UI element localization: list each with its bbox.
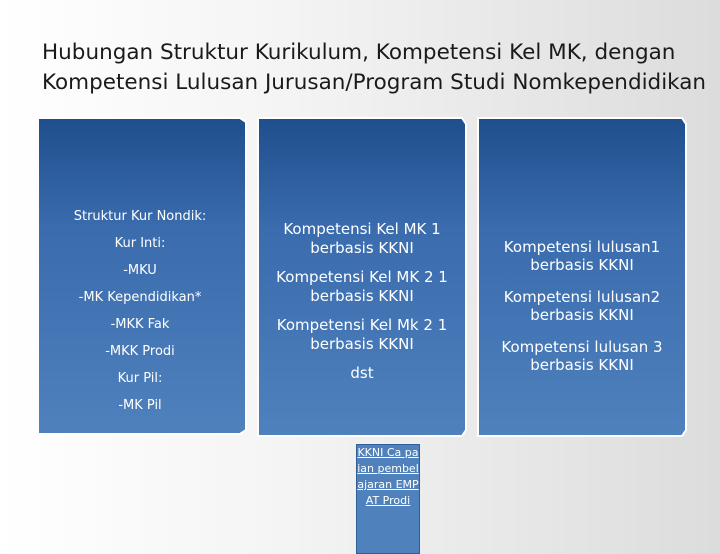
column-course-group-competency bbox=[262, 220, 462, 393]
col1-item-2: -MKU bbox=[123, 263, 157, 278]
col3-item-1: Kompetensi lulusan2 berbasis KKNI bbox=[503, 288, 661, 324]
col2-item-0: Kompetensi Kel MK 1 berbasis KKNI bbox=[283, 220, 441, 257]
col1-item-5: -MKK Prodi bbox=[105, 344, 175, 359]
col1-item-1: Kur Inti: bbox=[114, 236, 166, 251]
column-graduate-competency bbox=[482, 238, 682, 388]
col2-item-2: Kompetensi Kel Mk 2 1 berbasis KKNI bbox=[276, 316, 448, 353]
col1-item-0: Struktur Kur Nondik: bbox=[73, 209, 207, 224]
col2-item-1: Kompetensi Kel MK 2 1 berbasis KKNI bbox=[276, 268, 448, 305]
column-curriculum-structure bbox=[40, 203, 240, 419]
col2-item-3: dst bbox=[350, 364, 374, 382]
kkni-callout-link[interactable]: KKNI Ca paian pembel ajaran EMPAT Prodi bbox=[356, 444, 420, 554]
col1-item-7: -MK Pil bbox=[118, 398, 162, 413]
col1-item-3: -MK Kependidikan* bbox=[78, 290, 202, 305]
col3-item-0: Kompetensi lulusan1 berbasis KKNI bbox=[503, 238, 661, 274]
col3-item-2: Kompetensi lulusan 3 berbasis KKNI bbox=[501, 338, 663, 374]
title-line-2: Kompetensi Lulusan Jurusan/Program Studi Nomkependidikan bbox=[42, 70, 707, 95]
title-line-1: Hubungan Struktur Kurikulum, Kompetensi Kel MK, dengan bbox=[42, 40, 676, 65]
col1-item-6: Kur Pil: bbox=[117, 371, 163, 386]
col1-item-4: -MKK Fak bbox=[110, 317, 170, 332]
